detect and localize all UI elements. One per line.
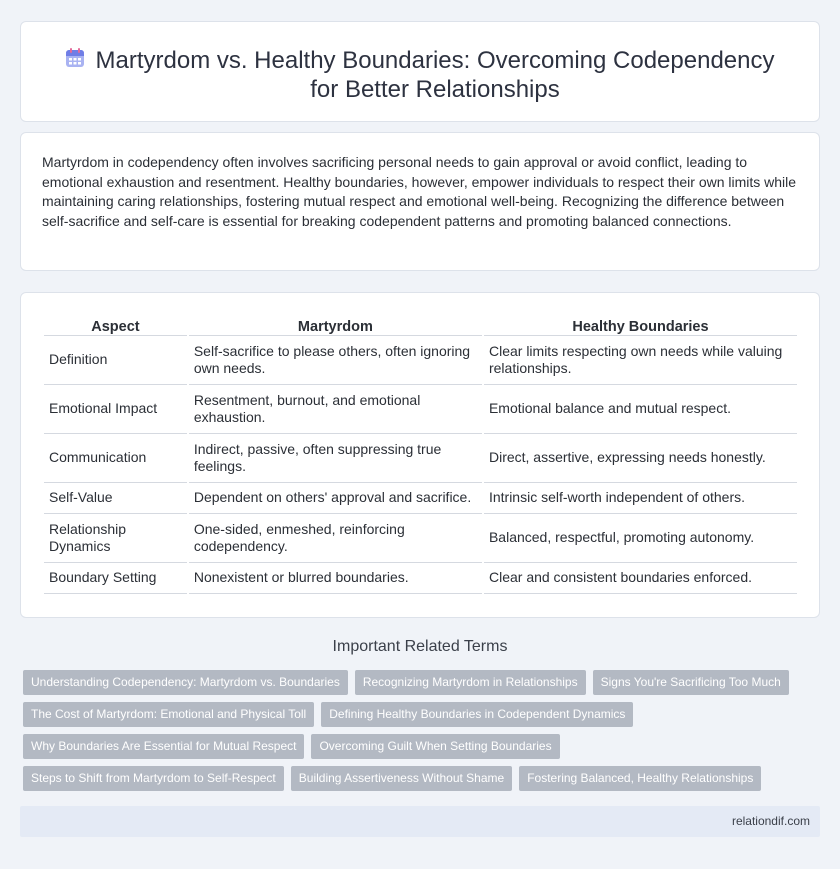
- related-term-tag[interactable]: Steps to Shift from Martyrdom to Self-Respect: [23, 766, 284, 791]
- related-term-tag[interactable]: Fostering Balanced, Healthy Relationships: [519, 766, 761, 791]
- table-cell: One-sided, enmeshed, reinforcing codependency.: [189, 514, 482, 563]
- table-cell: Dependent on others' approval and sacrifice.: [189, 483, 482, 514]
- comparison-card: [20, 292, 820, 618]
- related-terms-list: [23, 670, 813, 798]
- table-cell: Resentment, burnout, and emotional exhaustion.: [189, 385, 482, 434]
- table-cell: Nonexistent or blurred boundaries.: [189, 563, 482, 594]
- table-row: [44, 336, 797, 385]
- related-term-tag[interactable]: Signs You're Sacrificing Too Much: [593, 670, 789, 695]
- comparison-table: [42, 316, 799, 594]
- table-cell: Indirect, passive, often suppressing true feelings.: [189, 434, 482, 483]
- related-term-tag[interactable]: The Cost of Martyrdom: Emotional and Physical Toll: [23, 702, 314, 727]
- table-cell: Boundary Setting: [44, 563, 187, 594]
- table-row: [44, 385, 797, 434]
- table-cell: Clear and consistent boundaries enforced.: [484, 563, 797, 594]
- table-cell: Self-sacrifice to please others, often ignoring own needs.: [189, 336, 482, 385]
- table-cell: Relationship Dynamics: [44, 514, 187, 563]
- table-cell: Clear limits respecting own needs while valuing relationships.: [484, 336, 797, 385]
- related-term-tag[interactable]: Defining Healthy Boundaries in Codependent Dynamics: [321, 702, 633, 727]
- table-cell: Communication: [44, 434, 187, 483]
- title-card: [20, 21, 820, 122]
- table-header-aspect: Aspect: [44, 316, 187, 336]
- table-row: [44, 563, 797, 594]
- related-term-tag[interactable]: Overcoming Guilt When Setting Boundaries: [311, 734, 559, 759]
- intro-paragraph: Martyrdom in codependency often involves sacrificing personal needs to gain approval or avoid conflict, leading to emotional exhaustion and resentment. Healthy boundaries, however, empower individuals to respect their own limits while maintaining caring relationships, fostering mutual respect and emotional well-being. Recognizing the difference between self-sacrifice and self-care is essential for breaking codependent patterns and promoting balanced connections.: [42, 154, 797, 229]
- table-row: [44, 434, 797, 483]
- related-term-tag[interactable]: Understanding Codependency: Martyrdom vs. Boundaries: [23, 670, 348, 695]
- footer: [20, 806, 820, 837]
- table-header-healthy-boundaries: Healthy Boundaries: [484, 316, 797, 336]
- table-row: [44, 483, 797, 514]
- related-term-tag[interactable]: Why Boundaries Are Essential for Mutual Respect: [23, 734, 304, 759]
- table-cell: Balanced, respectful, promoting autonomy.: [484, 514, 797, 563]
- table-cell: Intrinsic self-worth independent of others.: [484, 483, 797, 514]
- table-cell: Emotional balance and mutual respect.: [484, 385, 797, 434]
- table-row: [44, 514, 797, 563]
- related-term-tag[interactable]: Recognizing Martyrdom in Relationships: [355, 670, 586, 695]
- table-cell: Self-Value: [44, 483, 187, 514]
- footer-site-link[interactable]: relationdif.com: [731, 814, 810, 828]
- table-cell: Direct, assertive, expressing needs honestly.: [484, 434, 797, 483]
- table-cell: Emotional Impact: [44, 385, 187, 434]
- related-term-tag[interactable]: Building Assertiveness Without Shame: [291, 766, 512, 791]
- intro-card: [20, 132, 820, 271]
- table-cell: Definition: [44, 336, 187, 385]
- related-terms-title: Important Related Terms: [332, 638, 508, 655]
- table-header-martyrdom: Martyrdom: [189, 316, 482, 336]
- page-title: Martyrdom vs. Healthy Boundaries: Overcoming Codependency for Better Relationships: [95, 47, 775, 103]
